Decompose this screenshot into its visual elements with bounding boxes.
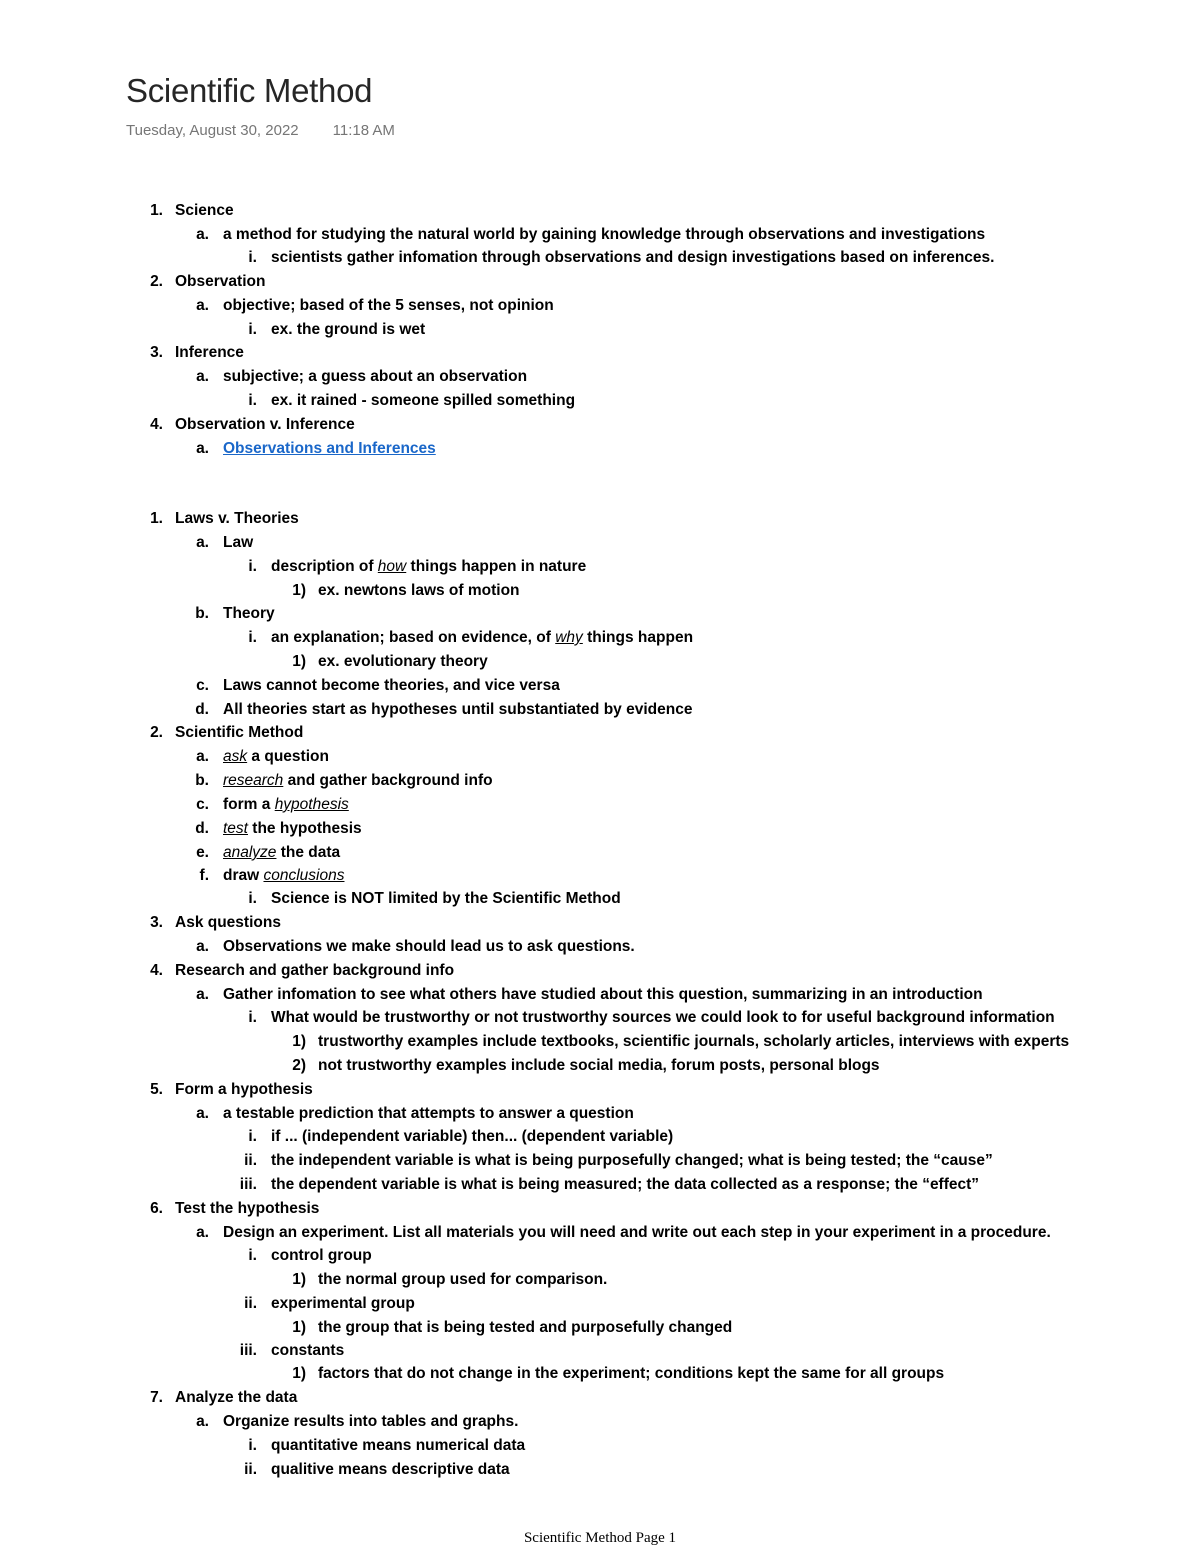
item-text-objective-based-of-the-5-senses-not-opin: objective; based of the 5 senses, not opinion (223, 297, 554, 314)
item-text-form-a-hypothesis: Form a hypothesis (175, 1081, 313, 1098)
list-marker: a. (196, 938, 209, 955)
list-marker: d. (195, 701, 209, 718)
outline-item (248, 248, 995, 268)
item-text-not-trustworthy-examples-include-social-: not trustworthy examples include social media, forum posts, personal blogs (318, 1057, 880, 1074)
item-text-qualitive-means-descriptive-data: qualitive means descriptive data (271, 1461, 510, 1478)
outline-item (248, 320, 426, 340)
list-marker: 5. (150, 1081, 163, 1098)
item-text-design-an-experiment-list-all-materials-: Design an experiment. List all materials you will need and write out each step in your experiment in a procedure. (223, 1224, 1051, 1241)
list-marker: 6. (150, 1200, 163, 1217)
item-text-if-independent-variable-then-dependent-v: if ... (independent variable) then... (dependent variable) (271, 1128, 674, 1145)
list-marker: i. (248, 249, 257, 266)
outline-item (292, 652, 488, 672)
outline-item (150, 201, 234, 221)
item-text-scientists-gather-infomation-through-obs: scientists gather infomation through observations and design investigations based on inferences. (271, 249, 995, 266)
list-marker: i. (248, 1437, 257, 1454)
item-text-observations-we-make-should-lead-us-to-a: Observations we make should lead us to ask questions. (223, 938, 635, 955)
outline-item (248, 889, 621, 909)
list-marker: i. (248, 890, 257, 907)
outline-item (292, 1364, 945, 1384)
outline-item (196, 1412, 519, 1432)
item-text-analyze-the-data: Analyze the data (175, 1389, 298, 1406)
item-text-observation: Observation (175, 273, 266, 290)
list-marker: c. (196, 677, 209, 694)
outline-item (195, 819, 362, 839)
outline-item (196, 1104, 634, 1124)
page-date: Tuesday, August 30, 2022 (126, 122, 299, 139)
outline-item (150, 415, 355, 435)
item-text-ask-questions: Ask questions (175, 914, 281, 931)
item-text-the-independent-variable-is-what-is-bein: the independent variable is what is being purposefully changed; what is being tested; the “cause” (271, 1152, 993, 1169)
outline-item (248, 557, 587, 577)
outline-item (196, 439, 436, 459)
emphasized-term: why (555, 629, 583, 646)
item-text: form a (223, 796, 275, 813)
list-marker: 2. (150, 273, 163, 290)
list-marker: ii. (244, 1295, 257, 1312)
item-text-ex-evolutionary-theory: ex. evolutionary theory (318, 653, 488, 670)
outline-item (195, 700, 693, 720)
list-marker: i. (248, 321, 257, 338)
outline-item (150, 1080, 313, 1100)
item-text: things happen in nature (406, 558, 587, 575)
item-text: things happen (582, 629, 694, 646)
emphasized-term: hypothesis (274, 796, 349, 813)
list-marker: 2. (150, 724, 163, 741)
outline-item (199, 866, 345, 886)
list-marker: c. (196, 796, 209, 813)
list-marker: i. (248, 1247, 257, 1264)
list-marker: ii. (244, 1461, 257, 1478)
outline-item (244, 1460, 510, 1480)
item-text-a-method-for-studying-the-natural-world-: a method for studying the natural world by gaining knowledge through observations and investigations (223, 226, 986, 243)
page-title: Scientific Method (126, 72, 373, 109)
item-text: description of (271, 558, 378, 575)
outline-item (196, 533, 254, 553)
outline-item (150, 1199, 320, 1219)
list-marker: i. (248, 392, 257, 409)
outline-item (248, 391, 576, 411)
item-text-the-normal-group-used-for-comparison: the normal group used for comparison. (318, 1271, 608, 1288)
outline-item (196, 1223, 1051, 1243)
list-marker: 1) (292, 582, 306, 599)
outline-item (150, 1388, 298, 1408)
outline-item (292, 581, 520, 601)
item-text-scientific-method: Scientific Method (175, 724, 304, 741)
emphasized-term: how (377, 558, 407, 575)
item-text: a question (247, 748, 329, 765)
list-marker: 1. (150, 202, 163, 219)
outline-item (239, 1341, 345, 1361)
outline-item (150, 509, 299, 529)
list-marker: ii. (244, 1152, 257, 1169)
outline-item (292, 1056, 880, 1076)
emphasized-term: conclusions (263, 867, 345, 884)
emphasized-term: ask (223, 748, 248, 765)
list-marker: 1) (292, 1319, 306, 1336)
item-text-inference: Inference (175, 344, 244, 361)
emphasized-term: analyze (223, 844, 277, 861)
outline-item (150, 272, 266, 292)
list-marker: 3. (150, 914, 163, 931)
list-marker: 4. (150, 416, 163, 433)
item-text-subjective-a-guess-about-an-observation: subjective; a guess about an observation (223, 368, 528, 385)
list-marker: f. (199, 867, 209, 884)
outline-item (150, 961, 455, 981)
item-text-what-would-be-trustworthy-or-not-trustwo: What would be trustworthy or not trustworthy sources we could look to for useful background information (271, 1009, 1055, 1026)
outline-item (196, 747, 329, 767)
outline-item (196, 985, 983, 1005)
outline-item (248, 1436, 526, 1456)
outline-item (244, 1294, 415, 1314)
list-marker: 3. (150, 344, 163, 361)
list-marker: e. (196, 844, 209, 861)
list-marker: a. (196, 226, 209, 243)
outline-item (248, 1127, 674, 1147)
list-marker: b. (195, 772, 209, 789)
outline-item (196, 937, 635, 957)
item-text-constants: constants (271, 1342, 345, 1359)
item-text-factors-that-do-not-change-in-the-experi: factors that do not change in the experiment; conditions kept the same for all groups (318, 1365, 945, 1382)
item-text-science-is-not-limited-by-the-scientific: Science is NOT limited by the Scientific Method (271, 890, 621, 907)
page-time: 11:18 AM (332, 122, 395, 139)
item-text: draw (223, 867, 264, 884)
item-text-theory: Theory (223, 605, 275, 622)
list-marker: 1) (292, 1271, 306, 1288)
list-marker: a. (196, 440, 209, 457)
outline-item (196, 367, 528, 387)
item-text-laws-v-theories: Laws v. Theories (175, 510, 299, 527)
item-text: and gather background info (283, 772, 493, 789)
outline-item (196, 676, 560, 696)
item-text-all-theories-start-as-hypotheses-until-s: All theories start as hypotheses until substantiated by evidence (223, 701, 693, 718)
outline-item (292, 1270, 608, 1290)
list-marker: i. (248, 629, 257, 646)
item-text: the data (276, 844, 341, 861)
item-text-laws-cannot-become-theories-and-vice-ver: Laws cannot become theories, and vice versa (223, 677, 560, 694)
list-marker: 1) (292, 1033, 306, 1050)
outline-item (150, 913, 281, 933)
observations-inferences-link[interactable]: Observations and Inferences (223, 440, 436, 457)
item-text-gather-infomation-to-see-what-others-hav: Gather infomation to see what others have studied about this question, summarizing in an introduction (223, 986, 983, 1003)
outline-item (196, 296, 554, 316)
list-marker: 2) (292, 1057, 306, 1074)
item-text-trustworthy-examples-include-textbooks-s: trustworthy examples include textbooks, scientific journals, scholarly articles, interviews with experts (318, 1033, 1070, 1050)
list-marker: 7. (150, 1389, 163, 1406)
item-text-a-testable-prediction-that-attempts-to-a: a testable prediction that attempts to answer a question (223, 1105, 634, 1122)
outline-item (196, 843, 341, 863)
item-text-organize-results-into-tables-and-graphs: Organize results into tables and graphs. (223, 1413, 519, 1430)
outline-item (195, 604, 275, 624)
page-footer: Scientific Method Page 1 (523, 1530, 677, 1546)
list-marker: 4. (150, 962, 163, 979)
item-text: an explanation; based on evidence, of (271, 629, 556, 646)
item-text-the-group-that-is-being-tested-and-purpo: the group that is being tested and purposefully changed (318, 1319, 733, 1336)
list-marker: d. (195, 820, 209, 837)
list-marker: i. (248, 1009, 257, 1026)
item-text-law: Law (223, 534, 254, 551)
list-marker: 1) (292, 1365, 306, 1382)
list-marker: a. (196, 1413, 209, 1430)
outline-item (248, 628, 694, 648)
list-marker: a. (196, 368, 209, 385)
list-marker: b. (195, 605, 209, 622)
outline-item (292, 1318, 733, 1338)
list-marker: a. (196, 297, 209, 314)
item-text-ex-newtons-laws-of-motion: ex. newtons laws of motion (318, 582, 520, 599)
list-marker: iii. (239, 1176, 257, 1193)
list-marker: a. (196, 986, 209, 1003)
outline-item (196, 795, 349, 815)
list-marker: a. (196, 748, 209, 765)
item-text-quantitative-means-numerical-data: quantitative means numerical data (271, 1437, 526, 1454)
item-text-ex-the-ground-is-wet: ex. the ground is wet (271, 321, 426, 338)
outline-item (150, 723, 304, 743)
list-marker: iii. (239, 1342, 257, 1359)
outline-item (244, 1151, 993, 1171)
list-marker: a. (196, 1224, 209, 1241)
outline-item (248, 1246, 372, 1266)
item-text: the hypothesis (247, 820, 362, 837)
list-marker: i. (248, 1128, 257, 1145)
list-marker: a. (196, 1105, 209, 1122)
item-text-control-group: control group (271, 1247, 372, 1264)
item-text-test-the-hypothesis: Test the hypothesis (175, 1200, 320, 1217)
outline-item (292, 1032, 1070, 1052)
list-marker: a. (196, 534, 209, 551)
page-timestamp (126, 122, 395, 139)
item-text-ex-it-rained-someone-spilled-something: ex. it rained - someone spilled something (271, 392, 576, 409)
emphasized-term: research (223, 772, 284, 789)
emphasized-term: test (223, 820, 248, 837)
item-text-the-dependent-variable-is-what-is-being-: the dependent variable is what is being measured; the data collected as a response; the “effect” (271, 1176, 980, 1193)
list-marker: i. (248, 558, 257, 575)
list-marker: 1) (292, 653, 306, 670)
outline-item (150, 343, 244, 363)
outline-item (196, 225, 986, 245)
item-text-experimental-group: experimental group (271, 1295, 415, 1312)
outline-item (239, 1175, 980, 1195)
list-marker: 1. (150, 510, 163, 527)
item-text-science: Science (175, 202, 234, 219)
outline-item (195, 771, 493, 791)
item-text-research-and-gather-background-info: Research and gather background info (175, 962, 455, 979)
item-text-observation-v-inference: Observation v. Inference (175, 416, 355, 433)
outline-item (248, 1008, 1055, 1028)
